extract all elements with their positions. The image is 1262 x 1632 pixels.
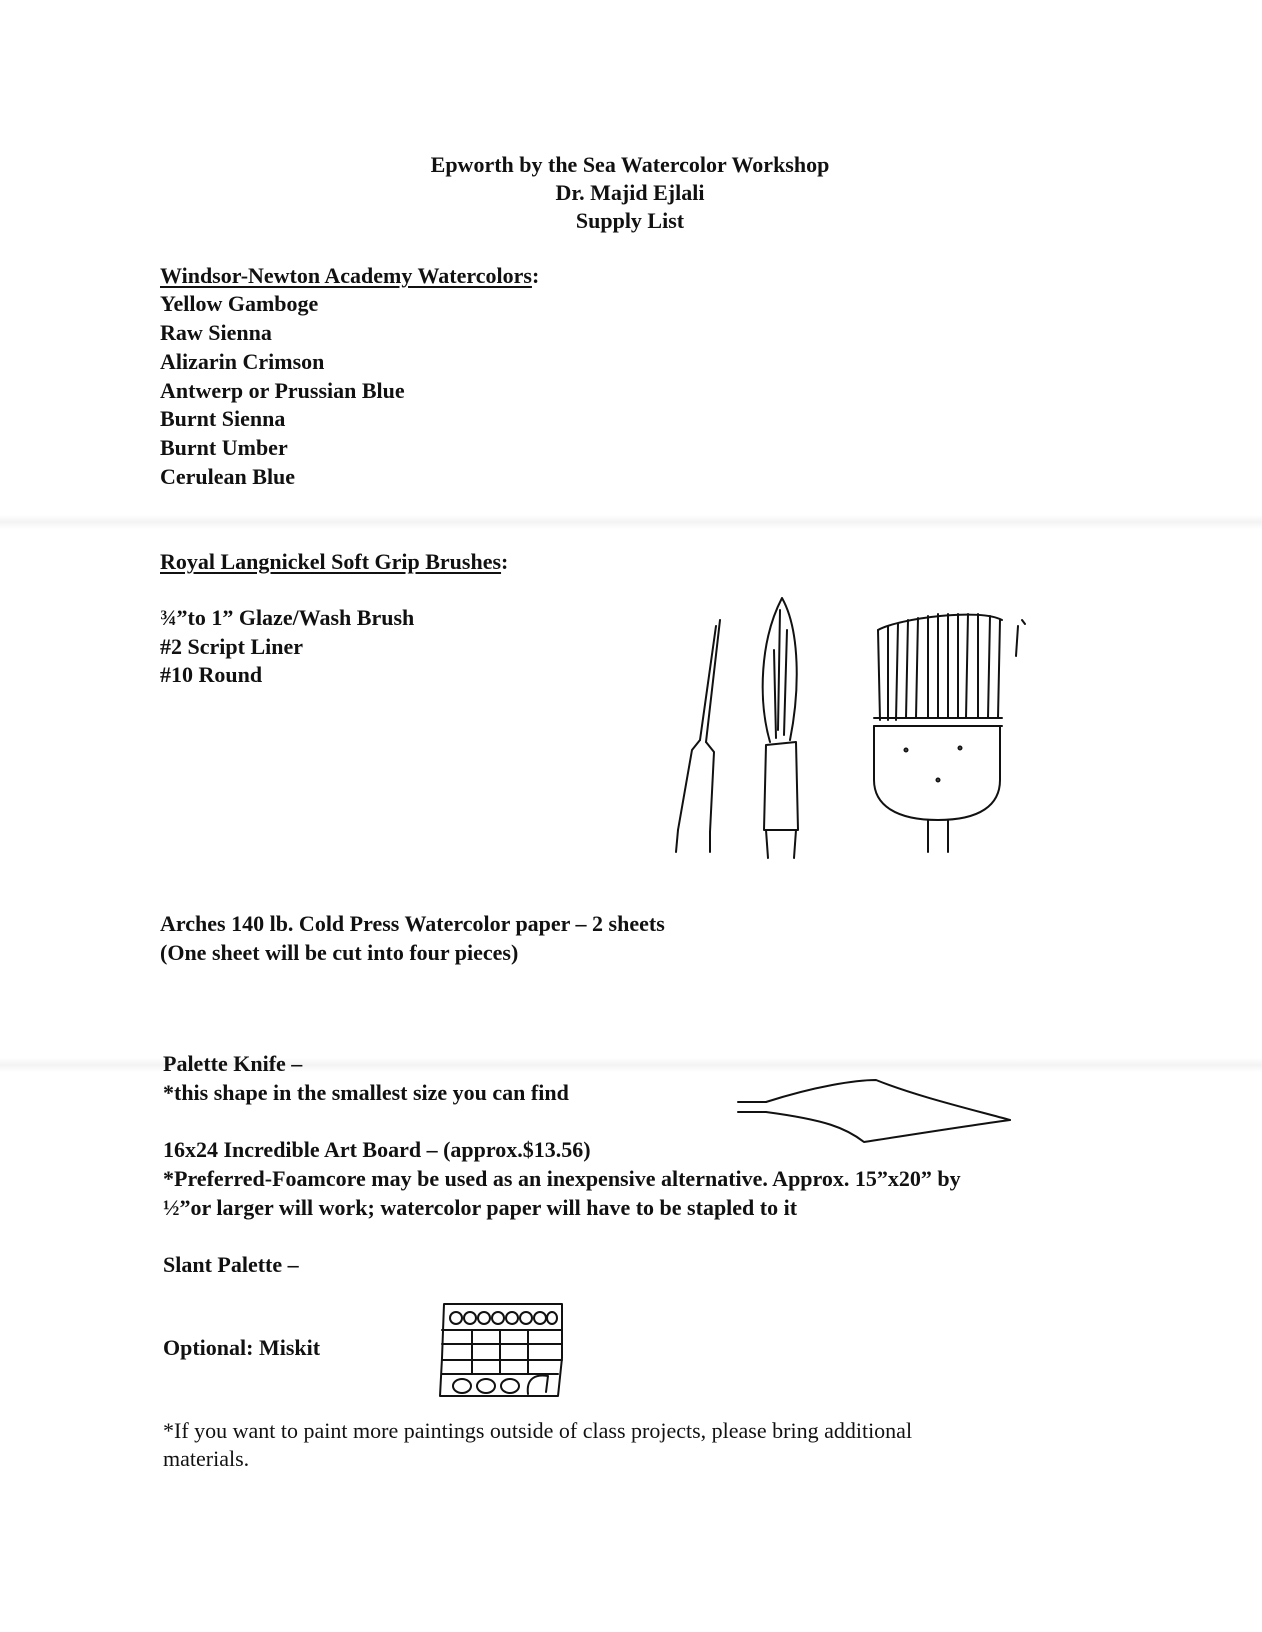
footnote-continued: materials. — [163, 1446, 250, 1471]
brush-item: #2 Script Liner — [160, 634, 303, 659]
watercolors-heading-text: Windsor-Newton Academy Watercolors — [160, 263, 532, 288]
watercolor-item: Raw Sienna — [160, 320, 272, 345]
brushes-heading-text: Royal Langnickel Soft Grip Brushes — [160, 549, 502, 574]
watercolor-item: Burnt Sienna — [160, 406, 286, 431]
watercolor-item: Antwerp or Prussian Blue — [160, 378, 405, 403]
paper-line: Arches 140 lb. Cold Press Watercolor paper – 2 sheets — [160, 911, 665, 936]
palette-knife-note: *this shape in the smallest size you can find — [163, 1080, 569, 1105]
watercolor-item: Yellow Gamboge — [160, 291, 319, 316]
art-board-note: *Preferred-Foamcore may be used as an inexpensive alternative. Approx. 15”x20” by — [163, 1166, 961, 1191]
instructor-name: Dr. Majid Ejlali — [555, 180, 705, 205]
watercolor-item: Alizarin Crimson — [160, 349, 325, 374]
slant-palette-label: Slant Palette – — [163, 1252, 299, 1277]
watercolor-item: Cerulean Blue — [160, 464, 296, 489]
brushes-heading — [160, 549, 508, 575]
palette-knife-label: Palette Knife – — [163, 1051, 303, 1076]
slant-palette-sketch-icon — [436, 1300, 568, 1400]
palette-knife-sketch-icon — [736, 1076, 1016, 1146]
footnote: *If you want to paint more paintings outside of class projects, please bring additional — [163, 1418, 913, 1443]
miskit-label: Optional: Miskit — [163, 1335, 321, 1360]
brushes-sketch-icon — [660, 590, 1060, 880]
watercolor-item: Burnt Umber — [160, 435, 288, 460]
paper-note: (One sheet will be cut into four pieces) — [160, 940, 519, 965]
watercolors-heading — [160, 263, 539, 289]
document-subtitle: Supply List — [575, 208, 685, 233]
art-board-line: 16x24 Incredible Art Board – (approx.$13.56) — [163, 1137, 591, 1162]
art-board-note: ½”or larger will work; watercolor paper will have to be stapled to it — [163, 1195, 798, 1220]
brush-item: #10 Round — [160, 662, 263, 687]
watercolors-heading-colon: : — [531, 263, 540, 288]
brushes-heading-colon: : — [501, 549, 509, 574]
scan-artifact — [0, 515, 1262, 529]
brush-item: ¾”to 1” Glaze/Wash Brush — [160, 605, 415, 630]
document-title: Epworth by the Sea Watercolor Workshop — [430, 152, 830, 177]
